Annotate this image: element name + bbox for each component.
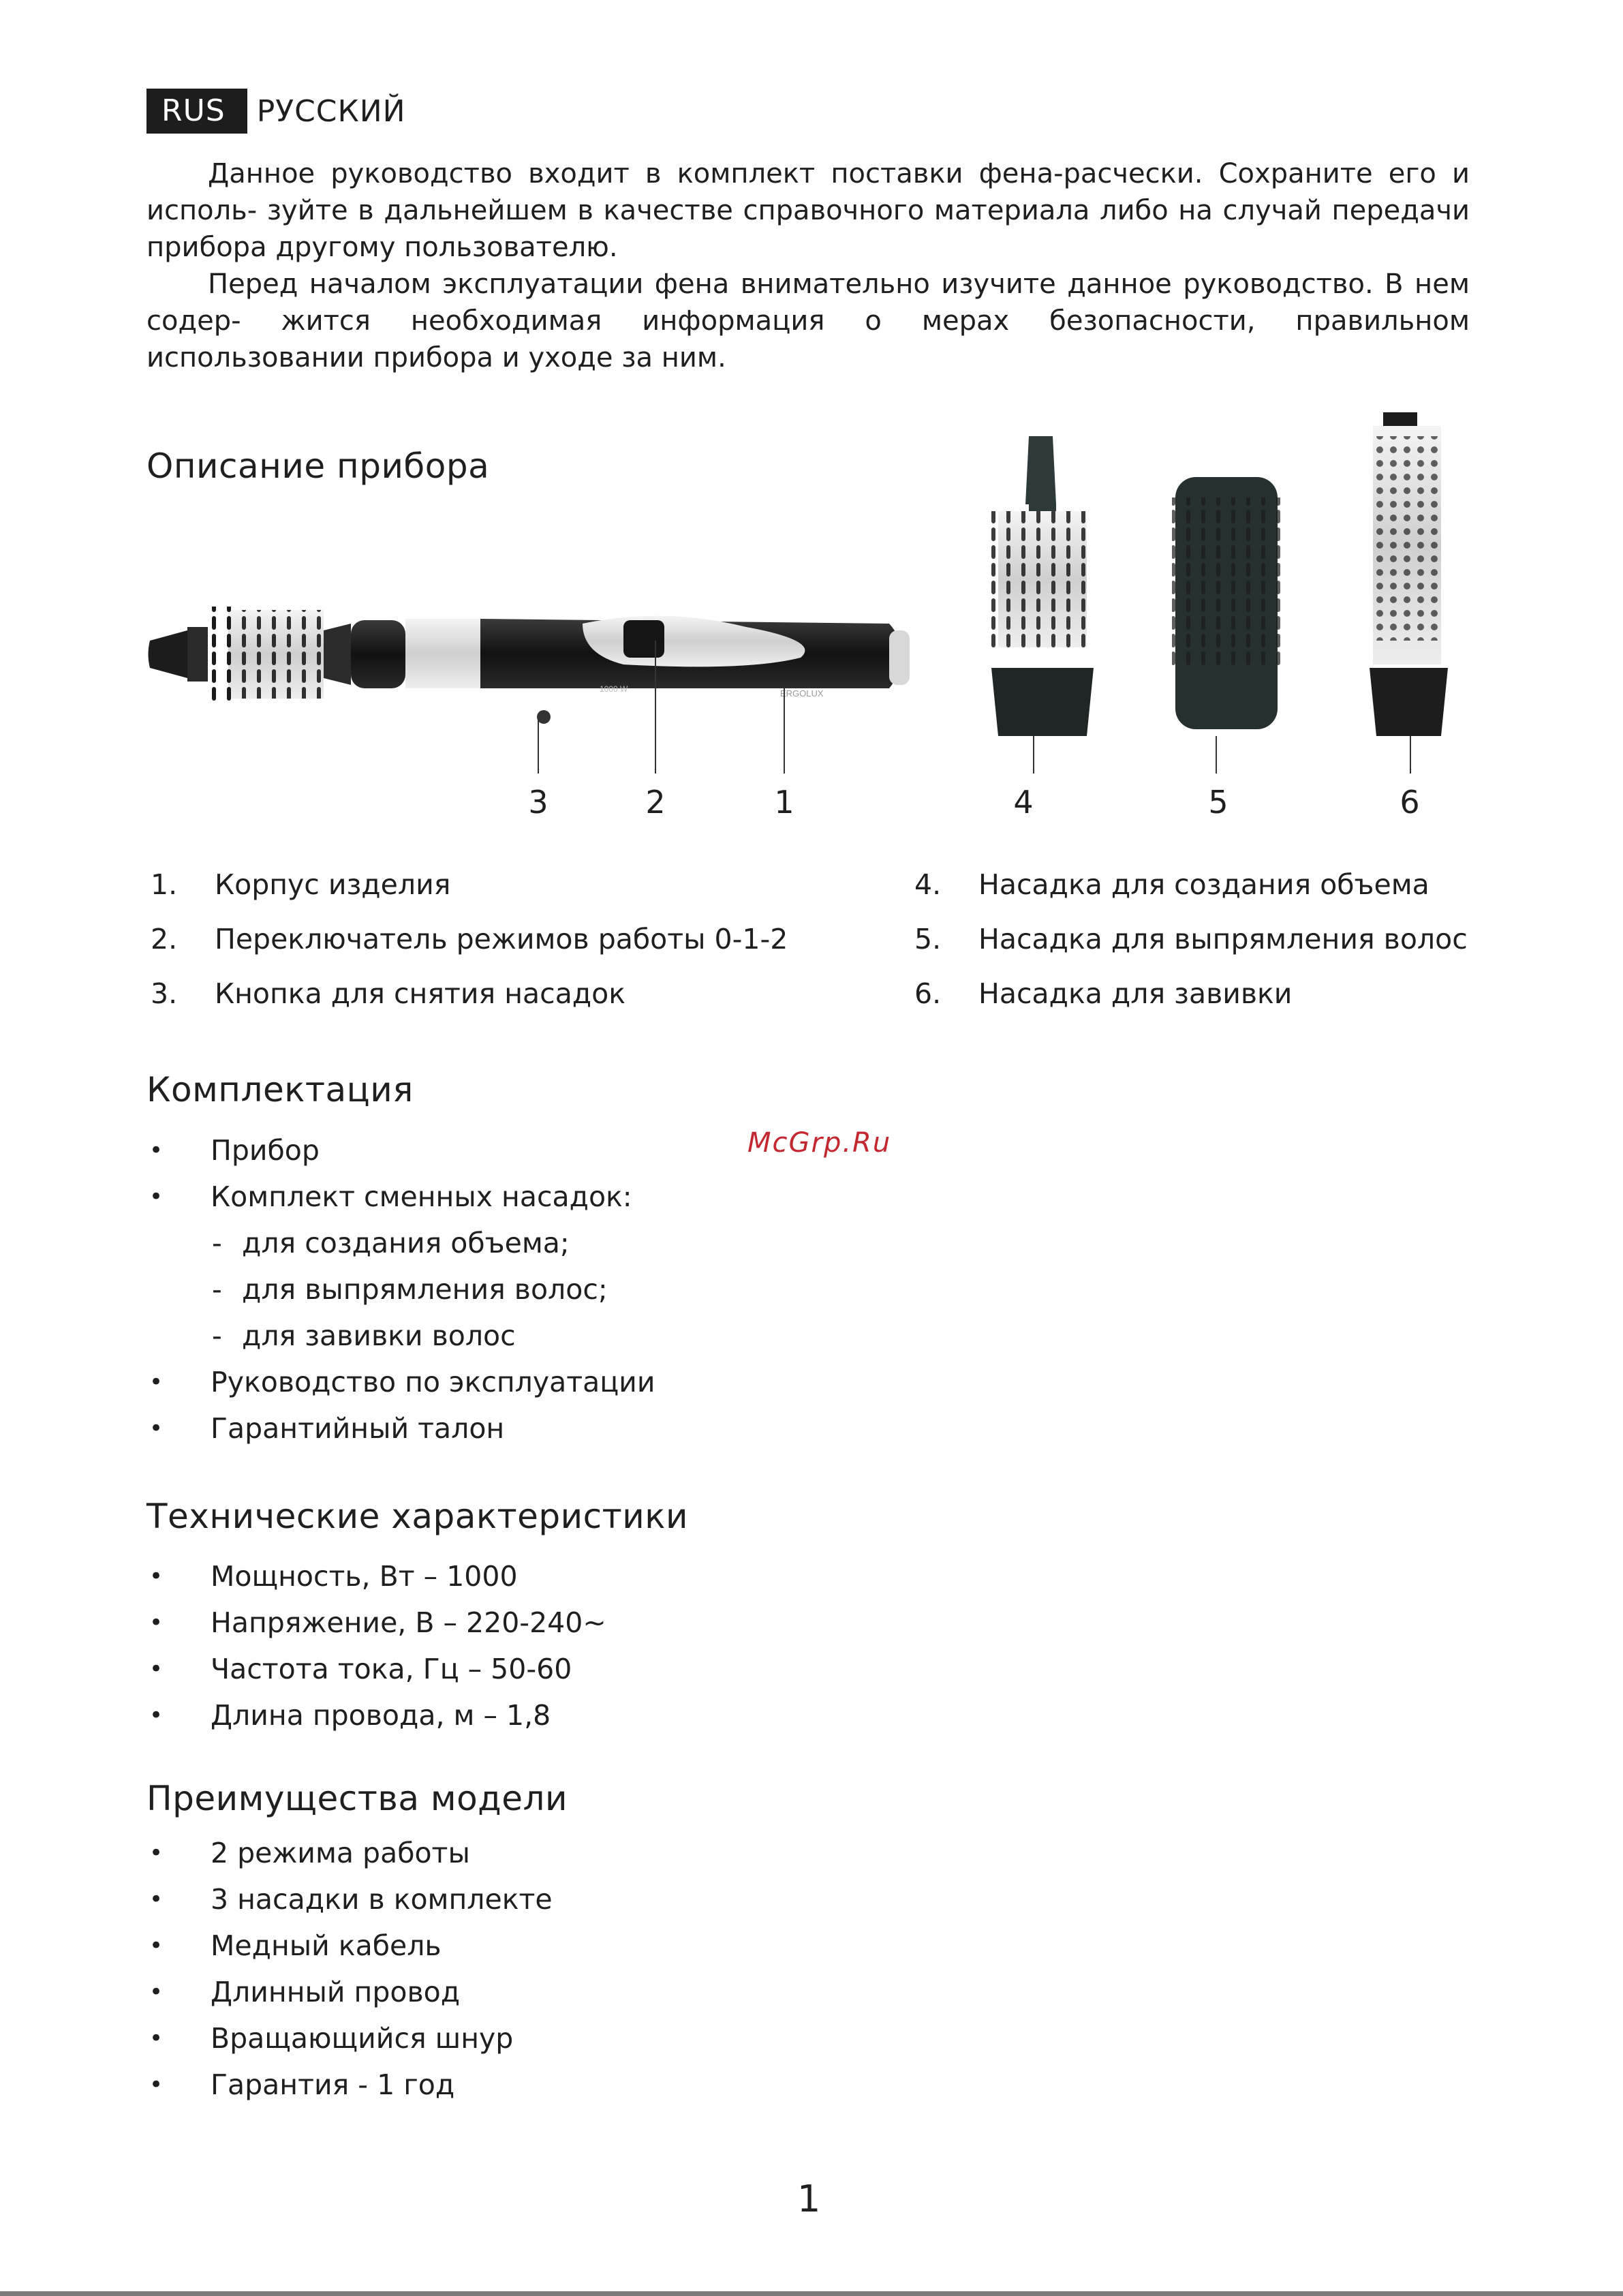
- list-item: 6. Насадка для завивки: [914, 977, 1293, 1010]
- list-item: • Вращающийся шнур: [149, 2022, 514, 2055]
- advantages-list: [146, 1830, 553, 2108]
- list-item: 4. Насадка для создания объема: [914, 868, 1429, 901]
- language-name: РУССКИЙ: [256, 93, 406, 129]
- dryer-brand-label: ERGOLUX: [780, 688, 824, 699]
- callout-6: 6: [1400, 784, 1420, 821]
- list-item: • Прибор: [149, 1134, 320, 1167]
- page-number: 1: [797, 2177, 821, 2220]
- list-item: 1. Корпус изделия: [151, 868, 451, 901]
- dryer-release-ring: [351, 620, 405, 688]
- intro-p2-line-2: жится необходимая информация о мерах безопасности, правильном использовании прибора и: [146, 305, 1470, 373]
- dryer-end-vent: [889, 630, 910, 685]
- list-item: • Комплект сменных насадок:: [149, 1180, 632, 1213]
- list-item: 5. Насадка для выпрямления волос: [914, 923, 1468, 955]
- list-item: - для создания объема;: [212, 1227, 570, 1259]
- intro-p1-line-2: зуйте в дальнейшем в качестве справочного материала либо на случай передачи прибора: [146, 195, 1470, 263]
- intro-p2-line-3: уходе за ним.: [528, 342, 726, 373]
- dryer-nozzle-tip: [149, 630, 188, 678]
- advantages-heading: Преимущества модели: [146, 1779, 568, 1818]
- description-heading: Описание прибора: [146, 446, 490, 486]
- package-list: [146, 1127, 655, 1452]
- list-item: 2. Переключатель режимов работы 0-1-2: [151, 923, 788, 955]
- list-item: • 2 режима работы: [149, 1837, 470, 1869]
- list-item: 3. Кнопка для снятия насадок: [151, 977, 626, 1010]
- list-item: • 3 насадки в комплекте: [149, 1883, 553, 1916]
- list-item: • Руководство по эксплуатации: [149, 1366, 655, 1398]
- list-item: - для выпрямления волос;: [212, 1273, 608, 1306]
- callout-5: 5: [1208, 784, 1228, 821]
- list-item: • Гарантийный талон: [149, 1412, 505, 1445]
- intro-p2-line-1: Перед началом эксплуатации фена внимательно изучите данное руководство. В нем содер-: [146, 269, 1470, 337]
- device-illustration: [146, 402, 1475, 784]
- parts-list-left: [151, 868, 788, 1032]
- language-tag: [146, 89, 406, 134]
- footer-divider: [0, 2291, 1623, 2296]
- intro-p1-line-1: Данное руководство входит в комплект поставки фена-расчески. Сохраните его и исполь-: [146, 158, 1470, 226]
- list-item: • Частота тока, Гц – 50-60: [149, 1653, 572, 1685]
- language-code: RUS: [146, 89, 247, 134]
- intro-paragraph-2: [146, 266, 1470, 376]
- list-item: • Длинный провод: [149, 1976, 461, 2008]
- list-item: - для завивки волос: [212, 1319, 516, 1352]
- list-item: • Мощность, Вт – 1000: [149, 1560, 518, 1593]
- callout-1: 1: [774, 784, 794, 821]
- list-item: • Напряжение, В – 220-240~: [149, 1606, 606, 1639]
- callout-4: 4: [1013, 784, 1034, 821]
- hair-dryer-main: [149, 607, 910, 724]
- specs-heading: Технические характеристики: [146, 1497, 688, 1536]
- list-item: • Длина провода, м – 1,8: [149, 1699, 551, 1732]
- intro-paragraph-1: [146, 155, 1470, 266]
- watermark: McGrp.Ru: [747, 1127, 892, 1159]
- callout-3: 3: [528, 784, 548, 821]
- list-item: • Медный кабель: [149, 1929, 442, 1962]
- dryer-mode-switch: [623, 620, 664, 658]
- intro-p1-line-3: другому пользователю.: [275, 232, 618, 263]
- dryer-power-label: 1000 W: [600, 684, 628, 694]
- package-heading: Комплектация: [146, 1070, 414, 1109]
- list-item: • Гарантия - 1 год: [149, 2068, 455, 2101]
- attachment-straightening-brush: [1172, 477, 1281, 729]
- attachment-volume-brush: [991, 436, 1094, 736]
- callout-2: 2: [645, 784, 666, 821]
- specs-list: [146, 1553, 606, 1739]
- parts-list-right: [914, 868, 1468, 1032]
- attachment-curling-brush: [1370, 412, 1448, 736]
